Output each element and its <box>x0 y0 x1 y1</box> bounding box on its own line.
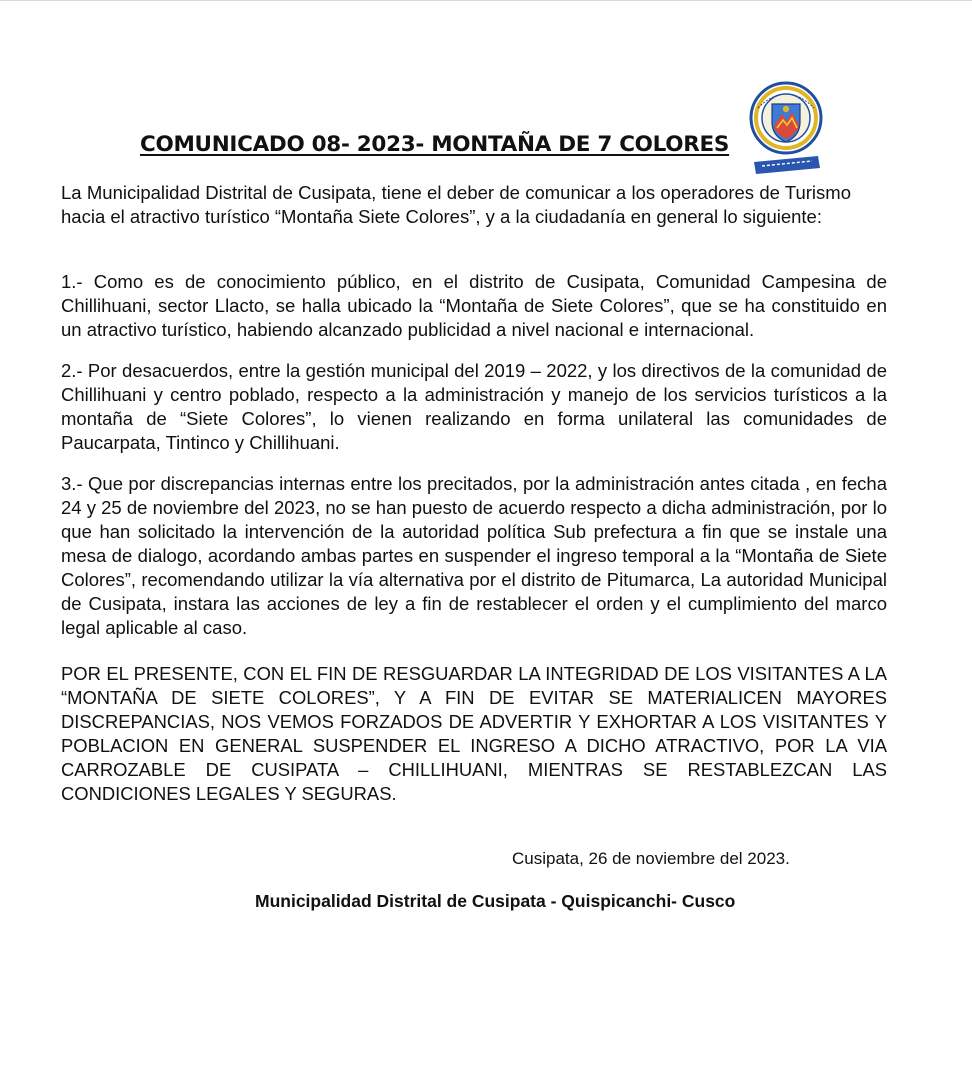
point-3-paragraph: 3.- Que por discrepancias internas entre los precitados, por la administración antes citada , en fecha 24 y 25 de noviembre del 2023, no se han puesto de acuerdo respecto a dicha administración, por lo que han solicitado la intervención de la autoridad política Sub prefectura a fin que se instale una mesa de dialogo, acordando ambas partes en suspender el ingreso temporal a la “Montaña de Siete Colores”, recomendando utilizar la vía alternativa por el distrito de Pitumarca, La autoridad Municipal de Cusipata, instara las acciones de ley a fin de restablecer el orden y el cumplimiento del marco legal aplicable al caso. <box>61 473 887 638</box>
intro-paragraph: La Municipalidad Distrital de Cusipata, tiene el deber de comunicar a los operadores de Turismo hacia el atractivo turístico “Montaña Siete Colores”, y a la ciudadanía en general lo siguiente: <box>61 182 851 227</box>
point-2-paragraph: 2.- Por desacuerdos, entre la gestión municipal del 2019 – 2022, y los directivos de la comunidad de Chillihuani y centro poblado, respecto a la administración y manejo de los servicios turísticos a la montaña de “Siete Colores”, lo vienen realizando en forma unilateral las comunidades de Paucarpata, Tintinco y Chillihuani. <box>61 360 887 453</box>
seal-ribbon <box>754 156 820 174</box>
communique-title: COMUNICADO 08- 2023- MONTAÑA DE 7 COLORES <box>140 132 730 157</box>
warning-paragraph: POR EL PRESENTE, CON EL FIN DE RESGUARDAR LA INTEGRIDAD DE LOS VISITANTES A LA “MONTAÑA DE SIETE COLORES”, Y A FIN DE EVITAR SE MATERIALICEN MAYORES DISCREPANCIAS, NOS VEMOS FORZADOS DE ADVERTIR Y EXHORTAR A LOS VISITANTES Y POBLACION EN GENERAL SUSPENDER EL INGRESO A DICHO ATRACTIVO, POR LA VIA CARROZABLE DE CUSIPATA – CHILLIHUANI, MIENTRAS SE RESTABLEZCAN LAS CONDICIONES LEGALES Y SEGURAS. <box>61 663 887 804</box>
date-line: Cusipata, 26 de noviembre del 2023. <box>512 849 790 868</box>
municipal-seal-icon <box>748 78 824 180</box>
top-divider <box>0 0 972 1</box>
signature-line: Municipalidad Distrital de Cusipata - Quispicanchi- Cusco <box>255 891 736 911</box>
point-1-paragraph: 1.- Como es de conocimiento público, en el distrito de Cusipata, Comunidad Campesina de Chillihuani, sector Llacto, se halla ubicado la “Montaña de Siete Colores”, que se ha constituido en un atractivo turístico, habiendo alcanzado publicidad a nivel nacional e internacional. <box>61 271 887 340</box>
